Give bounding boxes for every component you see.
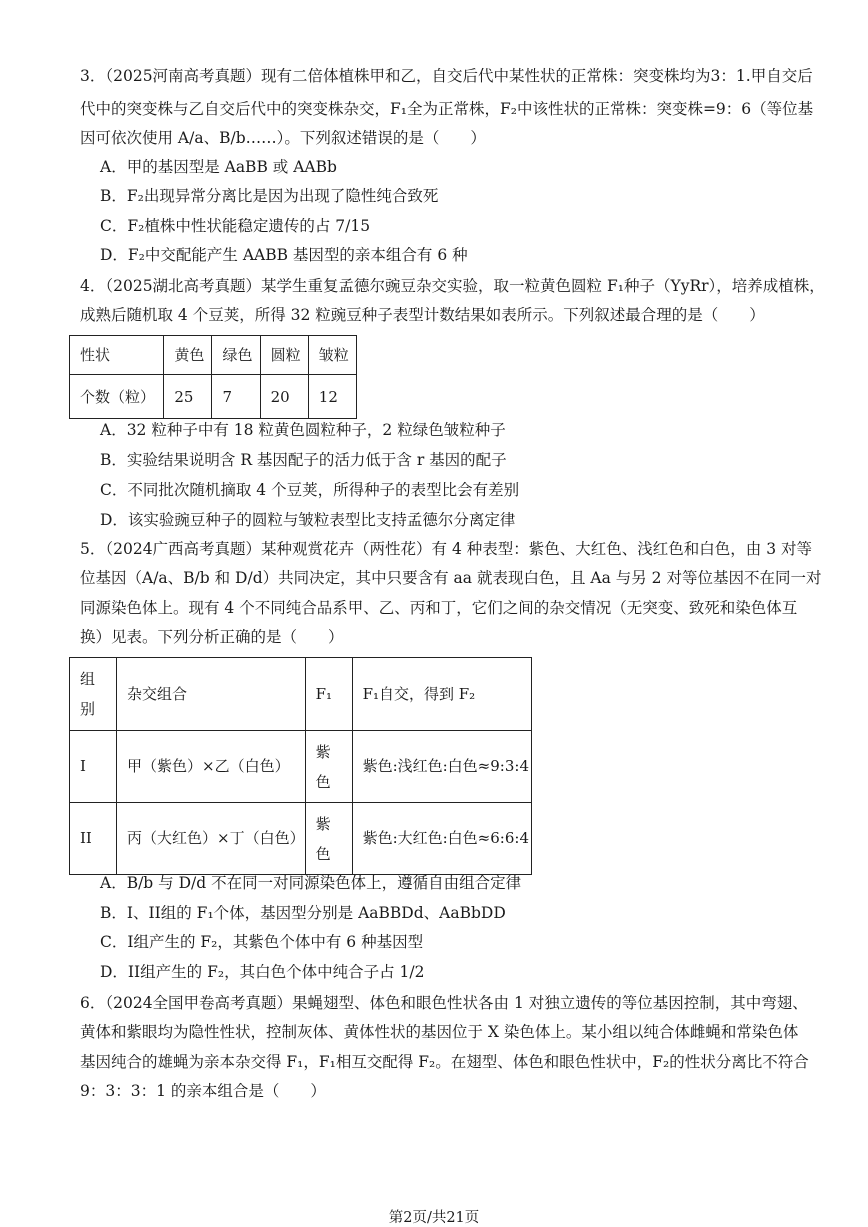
q4-table-row bbox=[70, 375, 357, 419]
q3-option-d: D．F₂中交配能产生 AABB 基因型的亲本组合有 6 种 bbox=[100, 246, 468, 264]
q6-stem-line-4: 9：3：3：1 的亲本组合是（ ） bbox=[80, 1082, 326, 1100]
q5-table-header-row bbox=[70, 658, 532, 731]
q3-option-b: B．F₂出现异常分离比是因为出现了隐性纯合致死 bbox=[100, 187, 439, 205]
q5-option-d: D．II组产生的 F₂，其白色个体中纯合子占 1/2 bbox=[100, 963, 425, 981]
q5-row-cell: II bbox=[70, 803, 117, 875]
q4-option-a: A．32 粒种子中有 18 粒黄色圆粒种子，2 粒绿色皱粒种子 bbox=[100, 421, 506, 439]
q4-header-cell: 性状 bbox=[70, 336, 164, 375]
q5-row-cell: 丙（大红色）×丁（白色） bbox=[117, 803, 306, 875]
q5-stem-line-4: 换）见表。下列分析正确的是（ ） bbox=[80, 628, 344, 646]
q5-row-cell: 紫色 bbox=[305, 731, 352, 803]
q4-row-cell: 个数（粒） bbox=[70, 375, 164, 419]
q3-stem-line-2: 代中的突变株与乙自交后代中的突变株杂交，F₁全为正常株，F₂中该性状的正常株：突变株=9：6（等位基 bbox=[80, 100, 814, 118]
q4-stem-line-1: 4．（2025湖北高考真题）某学生重复孟德尔豌豆杂交实验，取一粒黄色圆粒 F₁种子（YyRr），培养成植株， bbox=[80, 277, 825, 295]
q4-option-c: C．不同批次随机摘取 4 个豆荚，所得种子的表型比会有差别 bbox=[100, 481, 520, 499]
q5-table-row bbox=[70, 803, 532, 875]
page-footer: 第2页/共21页 bbox=[388, 1210, 480, 1226]
q5-row-cell: 甲（紫色）×乙（白色） bbox=[117, 731, 306, 803]
q5-header-cell-group: 组别 bbox=[70, 658, 117, 731]
q5-stem-line-1: 5．（2024广西高考真题）某种观赏花卉（两性花）有 4 种表型：紫色、大红色、浅红色和白色，由 3 对等 bbox=[80, 540, 812, 558]
q4-header-cell: 皱粒 bbox=[308, 336, 356, 375]
q5-option-c: C．I组产生的 F₂，其紫色个体中有 6 种基因型 bbox=[100, 933, 424, 951]
q4-header-cell: 绿色 bbox=[212, 336, 260, 375]
q4-row-cell: 12 bbox=[308, 375, 356, 419]
q5-table-row bbox=[70, 731, 532, 803]
q4-table-header-row bbox=[70, 336, 357, 375]
q4-row-cell: 20 bbox=[260, 375, 308, 419]
q6-stem-line-2: 黄体和紫眼均为隐性性状，控制灰体、黄体性状的基因位于 X 染色体上。某小组以纯合体雌蝇和常染色体 bbox=[80, 1023, 799, 1041]
q3-stem-line-1: 3．（2025河南高考真题）现有二倍体植株甲和乙，自交后代中某性状的正常株：突变株均为3：1.甲自交后 bbox=[80, 67, 813, 85]
q6-stem-line-3: 基因纯合的雄蝇为亲本杂交得 F₁，F₁相互交配得 F₂。在翅型、体色和眼色性状中，F₂的性状分离比不符合 bbox=[80, 1053, 809, 1071]
q4-row-cell: 25 bbox=[164, 375, 212, 419]
q4-row-cell: 7 bbox=[212, 375, 260, 419]
q6-stem-line-1: 6．（2024全国甲卷高考真题）果蝇翅型、体色和眼色性状各由 1 对独立遗传的等位基因控制，其中弯翅、 bbox=[80, 994, 808, 1012]
q4-header-cell: 黄色 bbox=[164, 336, 212, 375]
q5-row-cell: 紫色:大红色:白色≈6:6:4 bbox=[352, 803, 531, 875]
q5-header-cell: F₁ bbox=[305, 658, 352, 731]
q4-header-cell: 圆粒 bbox=[260, 336, 308, 375]
q5-option-a: A．B/b 与 D/d 不在同一对同源染色体上，遵循自由组合定律 bbox=[100, 874, 522, 892]
q5-row-cell: 紫色:浅红色:白色≈9:3:4 bbox=[352, 731, 531, 803]
q4-stem-line-2: 成熟后随机取 4 个豆荚，所得 32 粒豌豆种子表型计数结果如表所示。下列叙述最合理的是（ ） bbox=[80, 306, 765, 324]
q5-option-b: B．I、II组的 F₁个体，基因型分别是 AaBBDd、AaBbDD bbox=[100, 904, 506, 922]
q5-stem-line-2: 位基因（A/a、B/b 和 D/d）共同决定，其中只要含有 aa 就表现白色，且 Aa 与另 2 对等位基因不在同一对 bbox=[80, 569, 822, 587]
q3-option-a: A．甲的基因型是 AaBB 或 AABb bbox=[100, 158, 337, 176]
q3-stem-line-3: 因可依次使用 A/a、B/b……）。下列叙述错误的是（ ） bbox=[80, 129, 486, 147]
q4-table bbox=[69, 335, 357, 419]
q5-stem-line-3: 同源染色体上。现有 4 个不同纯合品系甲、乙、丙和丁，它们之间的杂交情况（无突变、致死和染色体互 bbox=[80, 599, 798, 617]
q4-option-b: B．实验结果说明含 R 基因配子的活力低于含 r 基因的配子 bbox=[100, 451, 507, 469]
q5-table bbox=[69, 657, 532, 875]
q5-header-cell: 杂交组合 bbox=[117, 658, 306, 731]
q5-row-cell: 紫色 bbox=[305, 803, 352, 875]
q5-header-cell: F₁自交，得到 F₂ bbox=[352, 658, 531, 731]
q3-option-c: C．F₂植株中性状能稳定遗传的占 7/15 bbox=[100, 217, 371, 235]
q5-row-cell: I bbox=[70, 731, 117, 803]
q4-option-d: D．该实验豌豆种子的圆粒与皱粒表型比支持孟德尔分离定律 bbox=[100, 511, 516, 529]
